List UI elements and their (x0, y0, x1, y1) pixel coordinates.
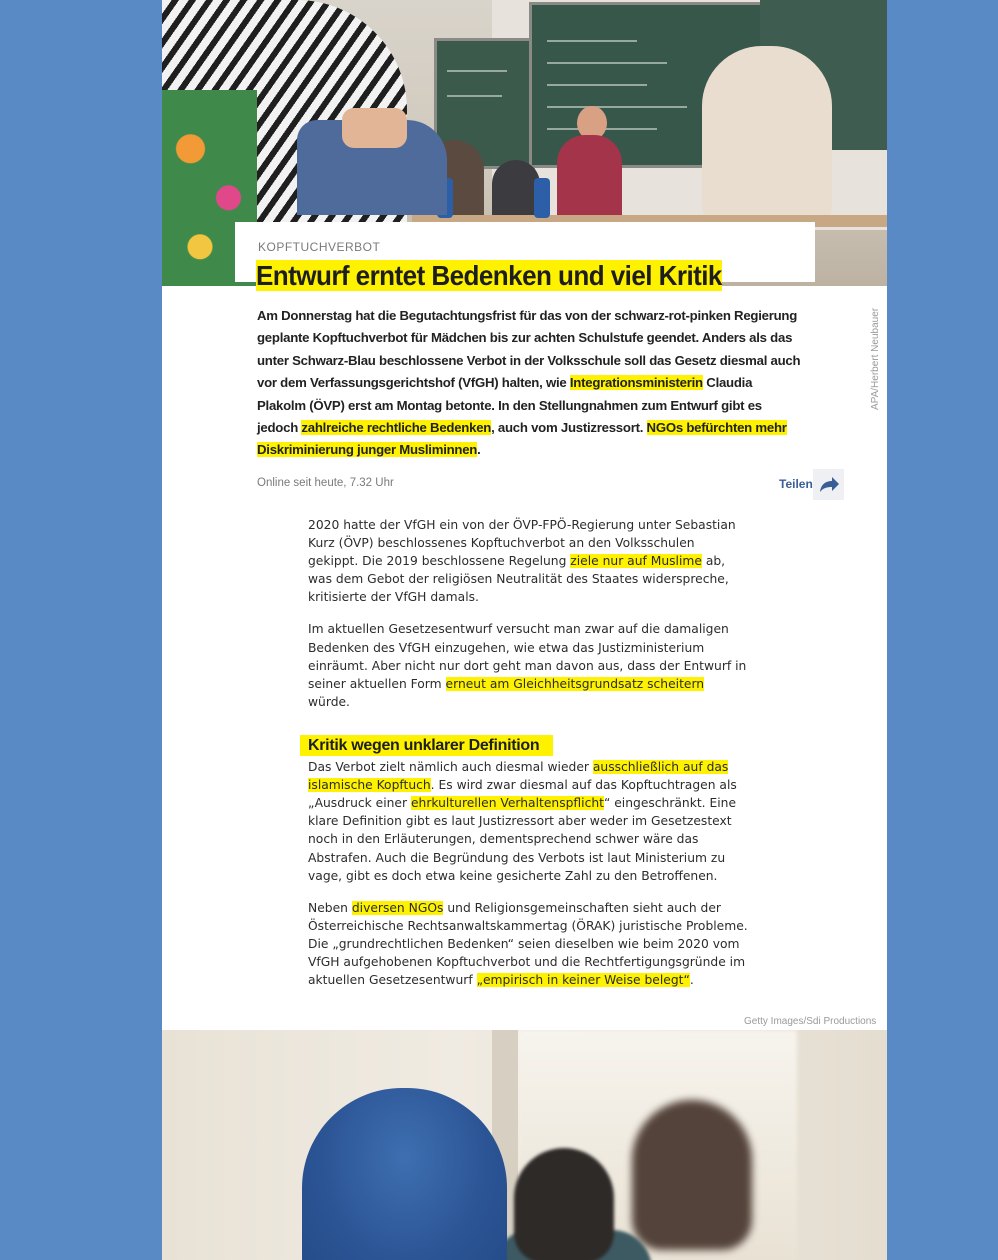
share-button[interactable] (813, 469, 844, 500)
article-image (162, 1030, 887, 1260)
share-arrow-icon (813, 469, 844, 500)
highlight: ehrkulturellen Verhaltenspflicht (410, 796, 604, 811)
headline (256, 260, 722, 292)
subheading: Kritik wegen unklarer Definition (308, 737, 748, 755)
publish-time: Online seit heute, 7.32 Uhr (257, 477, 394, 489)
lead-paragraph: Am Donnerstag hat die Begutachtungsfrist für das von der schwarz-rot-pinken Regierung geplante Kopftuchverbot für Mädchen bis zur achten Schulstufe geendet. Anders als das unter Schwarz-Blau beschlossene Verbot in der Volksschule soll das Gesetz diesmal auch vor dem Verfassungsgerichtshof (VfGH) halten, wie Integrationsministerin Claudia Plakolm (ÖVP) erst am Montag betonte. In den Stellungnahmen zum Entwurf gibt es jedoch zahlreiche rechtliche Bedenken, auch vom Justizressort. NGOs befürchten mehr Diskriminierung junger Musliminnen. (257, 308, 801, 458)
headline-highlight: Entwurf erntet Bedenken und viel Kritik (256, 260, 722, 291)
highlight: ausschließlich auf das islamische Kopftuch (308, 760, 729, 793)
share-label[interactable]: Teilen (779, 477, 813, 491)
highlight: Integrationsministerin (569, 375, 703, 391)
article-page (162, 0, 887, 1260)
photo-credit: APA/Herbert Neubauer (870, 307, 881, 410)
headscarf-figure (302, 1088, 507, 1260)
paragraph: Das Verbot zielt nämlich auch diesmal wieder ausschließlich auf das islamische Kopftuch. Es wird zwar diesmal auf das Kopftuchtragen als „Ausdruck einer ehrkulturellen Verhaltenspflicht“ eingeschränkt. Eine klare Definition gibt es laut Justizressort aber weder im Gesetzestext noch in den Erläuterungen, dementsprechend schwer wäre das Abstrafen. Auch die Begründung des Verbots ist laut Ministerium zu vage, gibt es doch etwa keine gesicherte Zahl zu den Betroffenen. (308, 760, 737, 883)
highlight: zahlreiche rechtliche Bedenken (301, 420, 492, 436)
paragraph: 2020 hatte der VfGH ein von der ÖVP-FPÖ-Regierung unter Sebastian Kurz (ÖVP) beschlossenes Kopftuchverbot an den Volksschulen gekippt. Die 2019 beschlossene Regelung ziele nur auf Muslime ab, was dem Gebot der religiösen Neutralität des Staates widerspreche, kritisierte der VfGH damals. (308, 518, 736, 605)
highlight: diversen NGOs (351, 900, 444, 915)
highlight: ziele nur auf Muslime (570, 554, 702, 569)
kicker: KOPFTUCHVERBOT (258, 240, 381, 254)
highlight: „empirisch in keiner Weise belegt“ (476, 973, 690, 988)
highlight: NGOs befürchten mehr Diskriminierung junger Musliminnen (257, 420, 787, 458)
photo-credit: Getty Images/Sdi Productions (744, 1016, 877, 1027)
teacher-figure (557, 135, 622, 220)
highlight: erneut am Gleichheitsgrundsatz scheitern (445, 676, 705, 691)
paragraph: Im aktuellen Gesetzesentwurf versucht man zwar auf die damaligen Bedenken des VfGH einzugehen, wie etwa das Justizministerium einräumt. Aber nicht nur dort geht man davon aus, dass der Entwurf in seiner aktuellen Form erneut am Gleichheitsgrundsatz scheitern würde. (308, 622, 747, 709)
article-body (308, 516, 748, 1003)
paragraph: Neben diversen NGOs und Religionsgemeinschaften sieht auch der Österreichische Rechtsanwaltskammertag (ÖRAK) juristische Probleme. Die „grundrechtlichen Bedenken“ seien dieselben wie beim 2020 vom VfGH aufgehobenen Kopftuchverbot und die Rechtfertigungsgründe im aktuellen Gesetzesentwurf „empirisch in keiner Weise belegt“. (308, 900, 748, 988)
